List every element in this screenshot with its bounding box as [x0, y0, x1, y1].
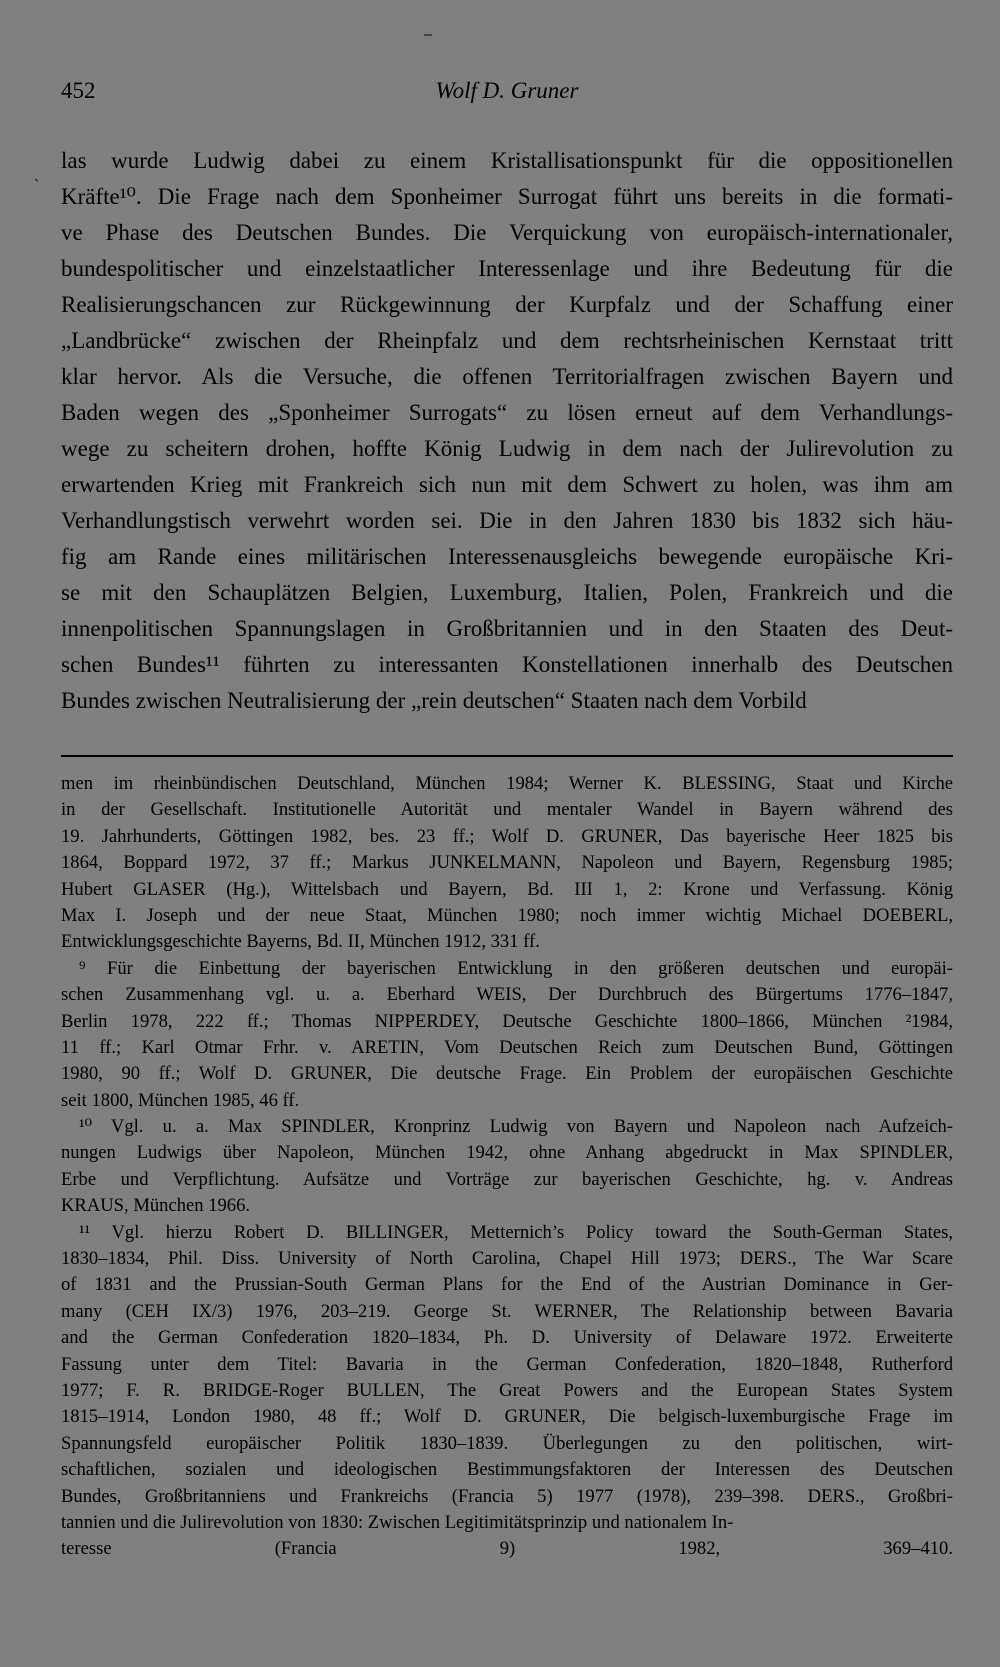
footnote-line: 19. Jahrhunderts, Göttingen 1982, bes. 23 ff.; Wolf D. GRUNER, Das bayerische Heer 1825 bis [61, 825, 953, 847]
text-line: Baden wegen des „Sponheimer Surrogats“ zu lösen erneut auf dem Verhandlungs- [61, 400, 953, 425]
text-line: schen Bundes¹¹ führten zu interessanten Konstellationen innerhalb des Deutschen [61, 652, 953, 677]
footnote-line: teresse (Francia 9) 1982, 369–410. [61, 1538, 953, 1560]
text-line: Bundes zwischen Neutralisierung der „rein deutschen“ Staaten nach dem Vorbild [61, 688, 807, 713]
footnote-line: Erbe und Verpflichtung. Aufsätze und Vorträge zur bayerischen Geschichte, hg. v. Andreas [61, 1168, 953, 1190]
text-line: „Landbrücke“ zwischen der Rheinpfalz und dem rechtsrheinischen Kernstaat tritt [61, 328, 953, 353]
footnote-line: in der Gesellschaft. Institutionelle Autorität und mentaler Wandel in Bayern während des [61, 799, 953, 821]
footnote-line: 11 ff.; Karl Otmar Frhr. v. ARETIN, Vom Deutschen Reich zum Deutschen Bund, Göttingen [61, 1036, 953, 1058]
text-line: klar hervor. Als die Versuche, die offenen Territorialfragen zwischen Bayern und [61, 364, 953, 389]
footnote-line: 1830–1834, Phil. Diss. University of North Carolina, Chapel Hill 1973; DERS., The War Scare [61, 1248, 953, 1270]
footnote-line: Hubert GLASER (Hg.), Wittelsbach und Bayern, Bd. III 1, 2: Krone und Verfassung. König [61, 878, 953, 900]
footnote-line: ¹¹ Vgl. hierzu Robert D. BILLINGER, Metternich’s Policy toward the South-German States, [79, 1221, 953, 1243]
text-line: wege zu scheitern drohen, hoffte König Ludwig in dem nach der Julirevolution zu [61, 436, 953, 461]
top-dash-mark [424, 34, 432, 36]
text-line: Verhandlungstisch verwehrt worden sei. Die in den Jahren 1830 bis 1832 sich häu- [61, 508, 953, 533]
text-line: erwartenden Krieg mit Frankreich sich nun mit dem Schwert zu holen, was ihm am [61, 472, 953, 497]
footnotes [61, 771, 953, 1563]
text-line: se mit den Schauplätzen Belgien, Luxemburg, Italien, Polen, Frankreich und die [61, 580, 953, 605]
running-head: Wolf D. Gruner [435, 78, 579, 103]
footnote-line: of 1831 and the Prussian-South German Plans for the End of the Austrian Dominance in Ger- [61, 1274, 953, 1296]
text-line: bundespolitischer und einzelstaatlicher Interessenlage und ihre Bedeutung für die [61, 256, 953, 281]
footnote-line: schen Zusammenhang vgl. u. a. Eberhard WEIS, Der Durchbruch des Bürgertums 1776–1847, [61, 984, 953, 1006]
footnote-rule [61, 755, 953, 757]
text-line: Kräfte¹⁰. Die Frage nach dem Sponheimer Surrogat führt uns bereits in die formati- [61, 184, 953, 209]
text-line: innenpolitischen Spannungslagen in Großbritannien und in den Staaten des Deut- [61, 616, 953, 641]
footnote-line: tannien und die Julirevolution von 1830: Zwischen Legitimitätsprinzip und nationalem In- [61, 1511, 734, 1533]
footnote-line: 1864, Boppard 1972, 37 ff.; Markus JUNKELMANN, Napoleon und Bayern, Regensburg 1985; [61, 852, 953, 874]
margin-tick-mark: ˋ [34, 177, 40, 194]
footnote-line: Berlin 1978, 222 ff.; Thomas NIPPERDEY, Deutsche Geschichte 1800–1866, München ²1984, [61, 1010, 953, 1032]
footnote-line: many (CEH IX/3) 1976, 203–219. George St. WERNER, The Relationship between Bavaria [61, 1300, 953, 1322]
footnote-line: Fassung unter dem Titel: Bavaria in the German Confederation, 1820–1848, Rutherford [61, 1353, 953, 1375]
footnote-line: seit 1800, München 1985, 46 ff. [61, 1089, 300, 1111]
footnote-line: ⁹ Für die Einbettung der bayerischen Entwicklung in den größeren deutschen und europäi- [79, 957, 953, 979]
footnote-line: men im rheinbündischen Deutschland, München 1984; Werner K. BLESSING, Staat und Kirche [61, 773, 953, 794]
footnote-line: schaftlichen, sozialen und ideologischen Bestimmungsfaktoren der Interessen des Deutschen [61, 1459, 953, 1481]
text-line: fig am Rande eines militärischen Interessenausgleichs bewegende europäische Kri- [61, 544, 953, 569]
footnote-line: KRAUS, München 1966. [61, 1195, 251, 1217]
text-line: las wurde Ludwig dabei zu einem Kristallisationspunkt für die oppositionellen [61, 148, 953, 173]
footnote-line: 1977; F. R. BRIDGE-Roger BULLEN, The Great Powers and the European States System [61, 1379, 953, 1401]
footnote-line: 1815–1914, London 1980, 48 ff.; Wolf D. GRUNER, Die belgisch-luxemburgische Frage im [61, 1406, 953, 1428]
page-header [61, 74, 953, 110]
text-line: Realisierungschancen zur Rückgewinnung der Kurpfalz und der Schaffung einer [61, 292, 953, 317]
footnote-line: 1980, 90 ff.; Wolf D. GRUNER, Die deutsche Frage. Ein Problem der europäischen Geschichte [61, 1063, 953, 1085]
page-number: 452 [61, 78, 96, 103]
footnote-line: nungen Ludwigs über Napoleon, München 1942, ohne Anhang abgedruckt in Max SPINDLER, [61, 1142, 953, 1164]
footnote-line: Max I. Joseph und der neue Staat, München 1980; noch immer wichtig Michael DOEBERL, [61, 904, 953, 926]
footnote-line: Bundes, Großbritanniens und Frankreichs (Francia 5) 1977 (1978), 239–398. DERS., Großbri- [61, 1485, 953, 1507]
footnote-line: Spannungsfeld europäischer Politik 1830–1839. Überlegungen zu den politischen, wirt- [61, 1432, 953, 1454]
footnote-line: ¹⁰ Vgl. u. a. Max SPINDLER, Kronprinz Ludwig von Bayern und Napoleon nach Aufzeich- [79, 1116, 953, 1138]
footnote-line: Entwicklungsgeschichte Bayerns, Bd. II, München 1912, 331 ff. [61, 931, 540, 953]
text-line: ve Phase des Deutschen Bundes. Die Verquickung von europäisch-internationaler, [61, 220, 953, 245]
footnote-line: and the German Confederation 1820–1834, Ph. D. University of Delaware 1972. Erweiterte [61, 1327, 953, 1349]
main-text [61, 143, 953, 719]
